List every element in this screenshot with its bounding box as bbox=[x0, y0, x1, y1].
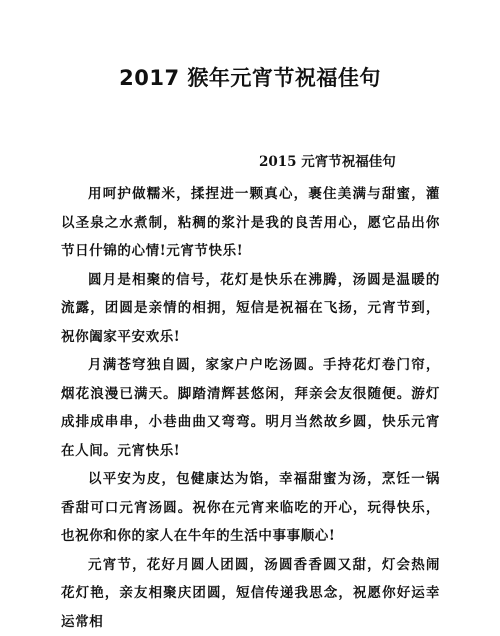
paragraph: 月满苍穹独自圆，家家户户吃汤圆。手持花灯卷门帘，烟花浪漫已满天。脚踏清辉甚悠闲，拜亲会友很随便。游灯成排成串串，小巷曲曲又弯弯。明月当然故乡圆，快乐元宵在人间。元宵快乐! bbox=[61, 351, 440, 465]
document-subtitle: 2015 元宵节祝福佳句 bbox=[259, 152, 396, 172]
paragraph: 圆月是相聚的信号，花灯是快乐在沸腾，汤圆是温暖的流露，团圆是亲情的相拥，短信是祝福在飞扬，元宵节到，祝你阖家平安欢乐! bbox=[61, 266, 440, 352]
paragraph: 以平安为皮，包健康达为馅，幸福甜蜜为汤，烹饪一锅香甜可口元宵汤圆。祝你在元宵来临吃的开心，玩得快乐，也祝你和你的家人在牛年的生活中事事顺心! bbox=[61, 465, 440, 551]
paragraph: 用呵护做糯米，揉捏进一颗真心，裹住美满与甜蜜，灌以圣泉之水煮制，粘稠的浆汁是我的良苦用心，愿它品出你节日什锦的心情!元宵节快乐! bbox=[61, 180, 440, 266]
document-title: 2017 猴年元宵节祝福佳句 bbox=[0, 64, 500, 92]
document-body bbox=[61, 180, 440, 636]
paragraph: 元宵节，花好月圆人团圆，汤圆香香圆又甜，灯会热闹花灯艳，亲友相聚庆团圆，短信传递我思念，祝愿你好运幸运常相 bbox=[61, 551, 440, 636]
